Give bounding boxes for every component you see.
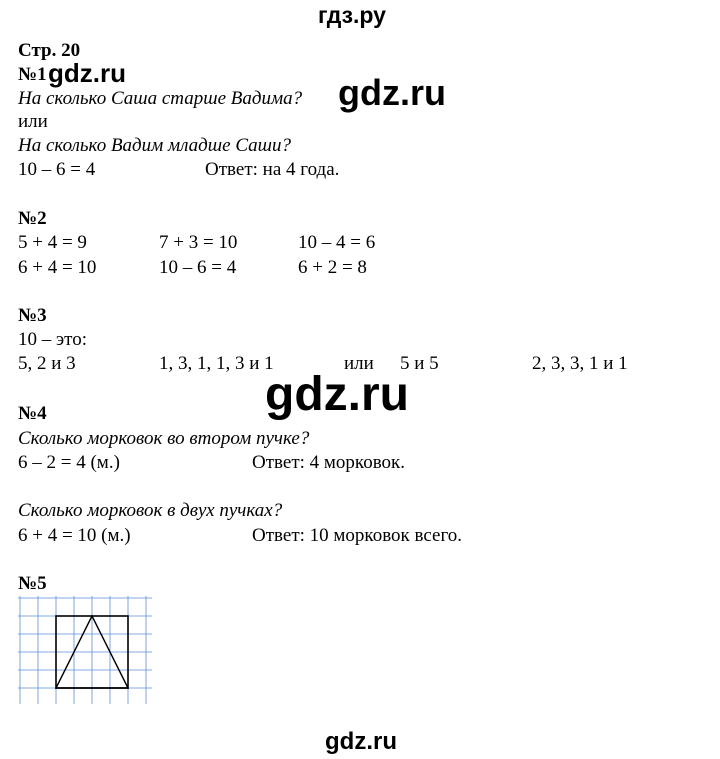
- task-2-expression: 7 + 3 = 10: [159, 232, 238, 253]
- task-2-number: №2: [18, 208, 47, 229]
- task-4-equation-1: 6 – 2 = 4 (м.): [18, 452, 120, 473]
- task-2-expression: 10 – 4 = 6: [298, 232, 376, 253]
- task-4-number: №4: [18, 403, 47, 424]
- task-3-intro: 10 – это:: [18, 329, 87, 350]
- task-1-answer: Ответ: на 4 года.: [205, 159, 340, 180]
- watermark: gdz.ru: [265, 368, 409, 421]
- watermark: gdz.ru: [48, 58, 126, 88]
- task-3-or: или: [344, 353, 374, 374]
- task-3-option: 1, 3, 1, 1, 3 и 1: [159, 353, 274, 374]
- task-2-expression: 6 + 2 = 8: [298, 257, 367, 278]
- task-1-question-2: На сколько Вадим младше Саши?: [18, 135, 291, 156]
- task-4-question-1: Сколько морковок во втором пучке?: [18, 428, 310, 449]
- task-4-question-2: Сколько морковок в двух пучках?: [18, 500, 283, 521]
- task-4-equation-2: 6 + 4 = 10 (м.): [18, 525, 131, 546]
- task-4-answer-2: Ответ: 10 морковок всего.: [252, 525, 463, 546]
- task-5-number: №5: [18, 573, 47, 594]
- task-1-question-1: На сколько Саша старше Вадима?: [18, 88, 303, 109]
- task-2-expression: 6 + 4 = 10: [18, 257, 97, 278]
- task-2-expression: 10 – 6 = 4: [159, 257, 237, 278]
- site-header: гдз.ру: [318, 2, 386, 28]
- task-2-expression: 5 + 4 = 9: [18, 232, 87, 253]
- task-1-number: №1: [18, 64, 47, 85]
- grid-drawing: [18, 596, 152, 704]
- page-label: Стр. 20: [18, 40, 81, 61]
- task-3-option: 2, 3, 3, 1 и 1: [532, 353, 628, 374]
- task-1-or: или: [18, 111, 48, 132]
- task-1-equation: 10 – 6 = 4: [18, 159, 96, 180]
- watermark: gdz.ru: [325, 728, 397, 755]
- task-3-number: №3: [18, 305, 47, 326]
- task-4-answer-1: Ответ: 4 морковок.: [252, 452, 406, 473]
- watermark: gdz.ru: [338, 72, 446, 113]
- task-3-option: 5, 2 и 3: [18, 353, 76, 374]
- task-3-option: 5 и 5: [400, 353, 439, 374]
